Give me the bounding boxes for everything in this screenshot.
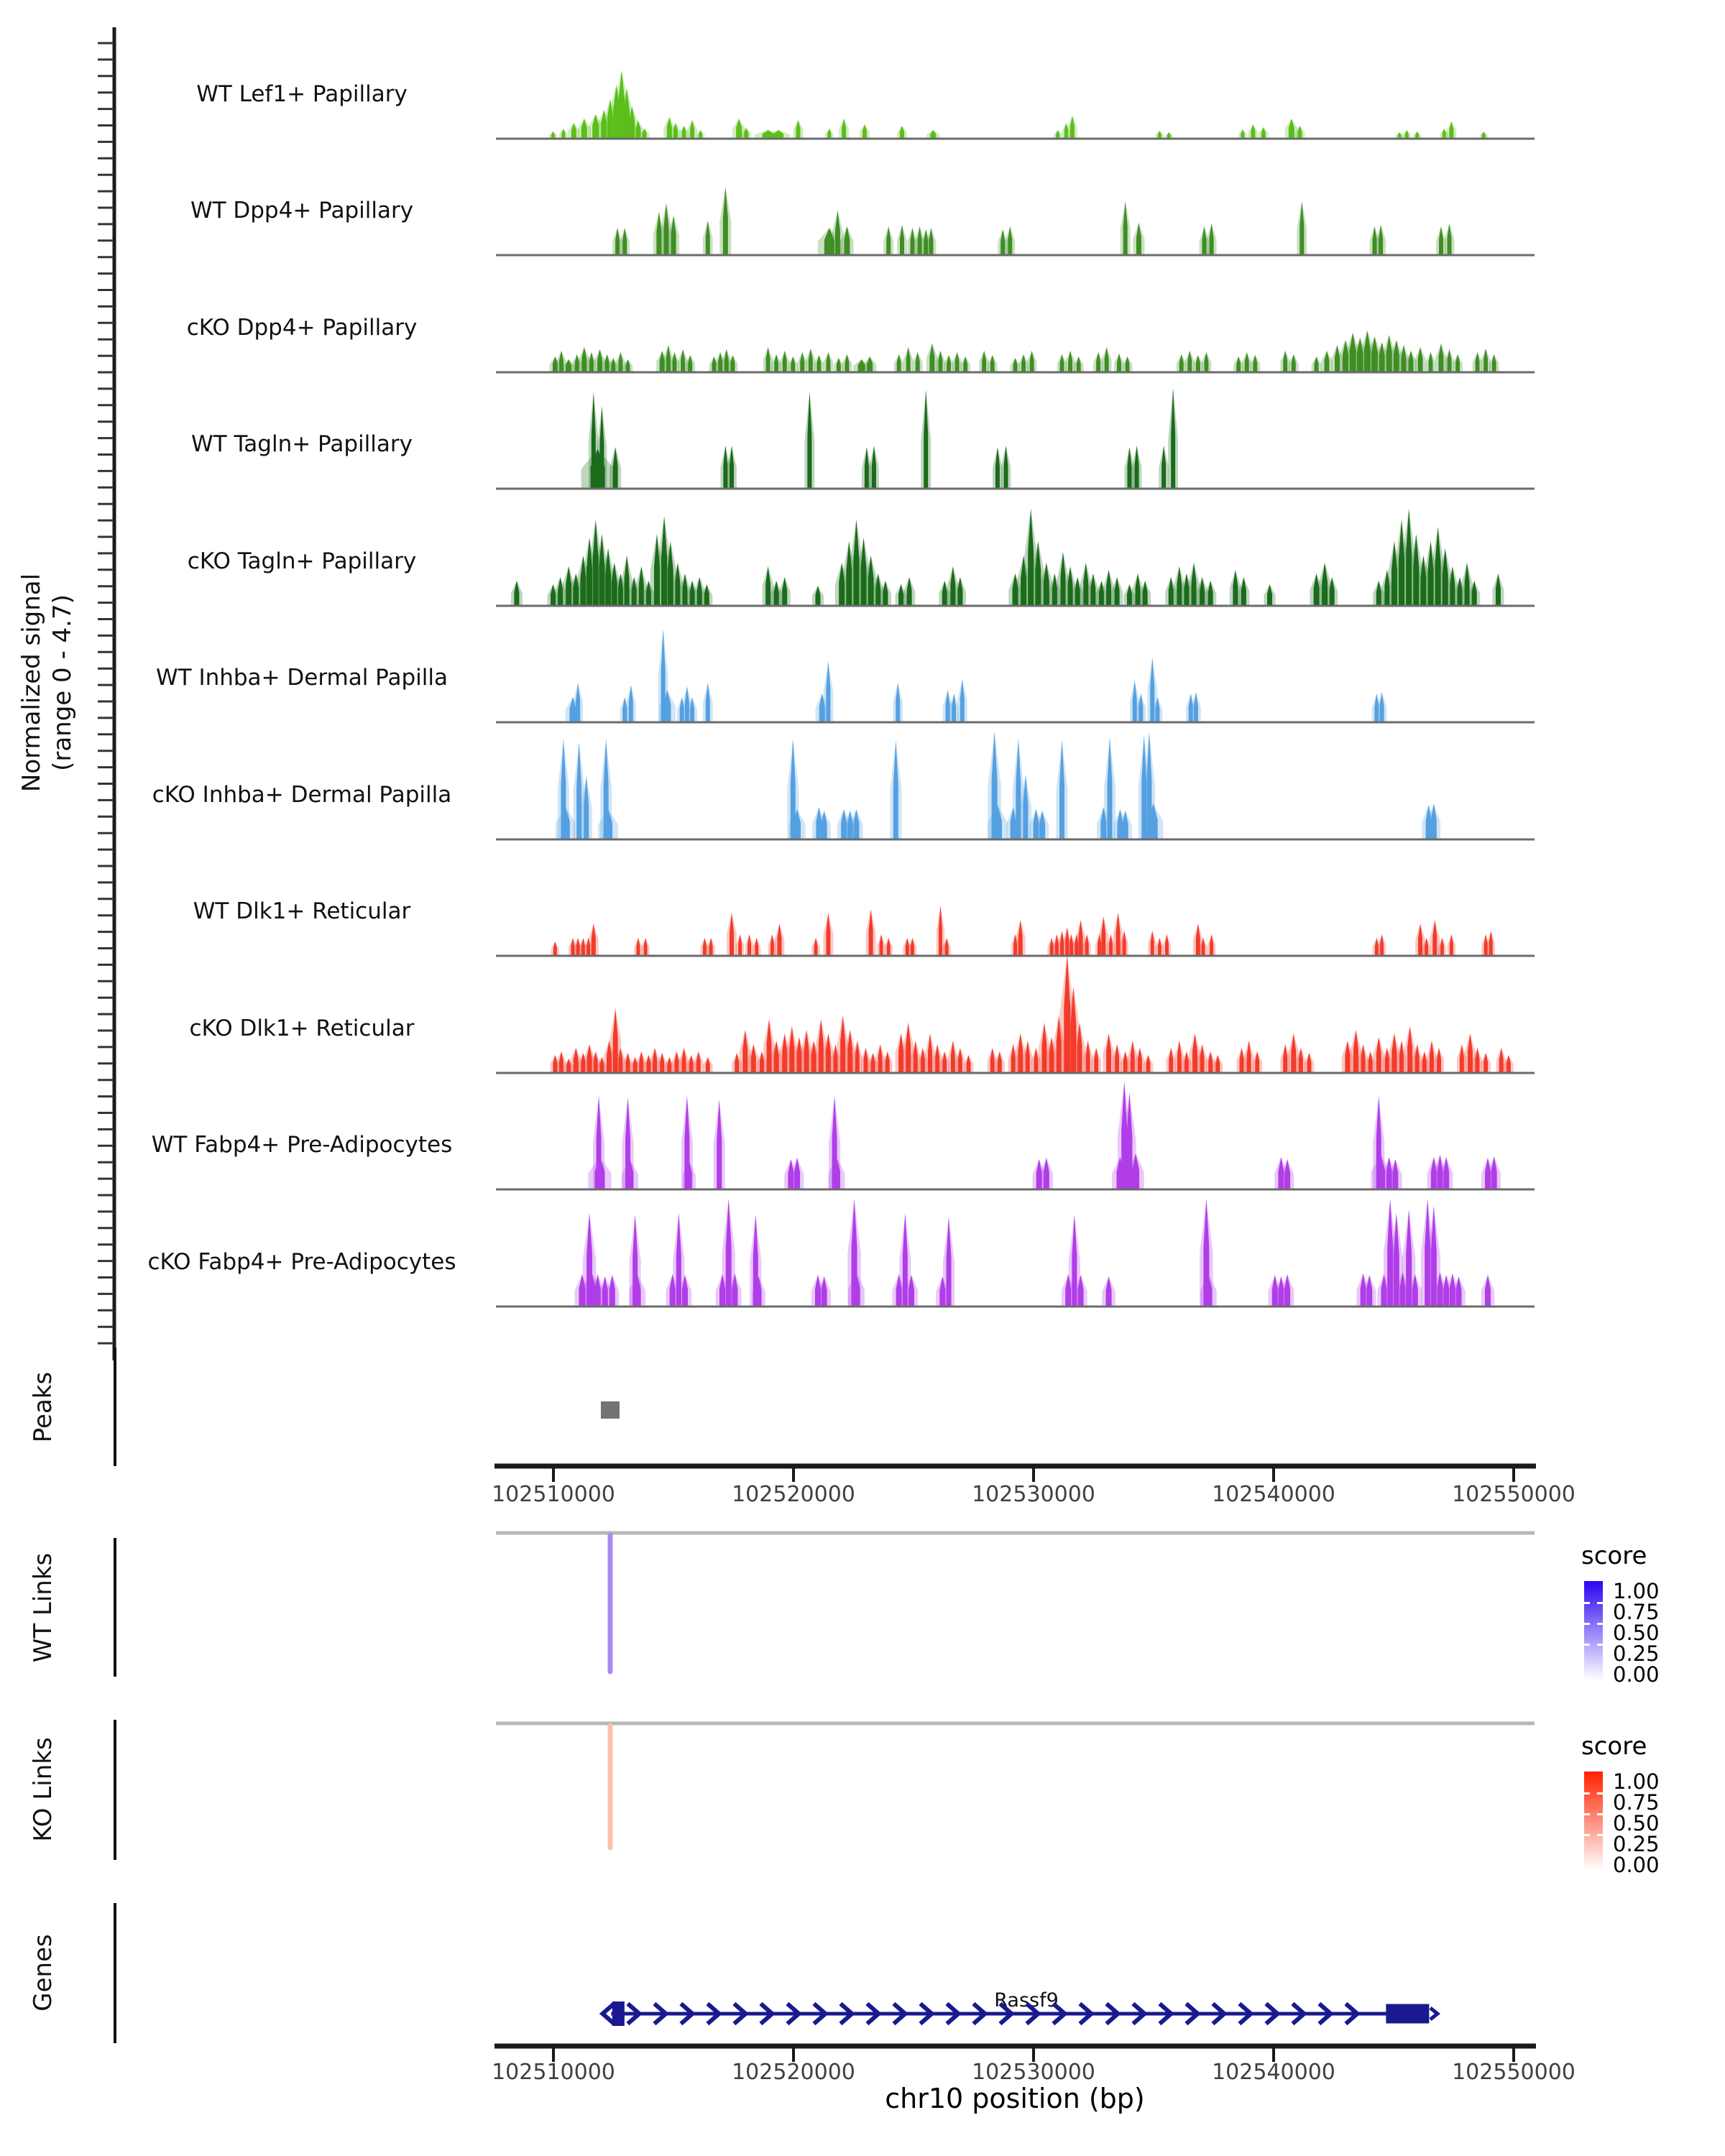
wt-links-track bbox=[496, 1533, 1535, 1672]
x-axis-mid bbox=[494, 1466, 1536, 1482]
track-label-wt-dlk1: WT Dlk1+ Reticular bbox=[193, 898, 411, 924]
section-label-wt-links: WT Links bbox=[29, 1552, 58, 1663]
signal-track-8 bbox=[496, 954, 1535, 1073]
signal-track-10 bbox=[496, 1199, 1535, 1307]
ko-score-tick-000: 0.00 bbox=[1613, 1853, 1660, 1877]
section-label-ko-links: KO Links bbox=[29, 1737, 58, 1842]
signal-track-3 bbox=[496, 388, 1535, 489]
track-label-wt-inhba: WT Inhba+ Dermal Papilla bbox=[156, 665, 448, 691]
track-label-cko-dpp4: cKO Dpp4+ Papillary bbox=[186, 315, 418, 341]
signal-track-6 bbox=[496, 732, 1535, 839]
gene-track bbox=[602, 2001, 1438, 2026]
wt-score-tick-050: 0.50 bbox=[1613, 1621, 1660, 1645]
mid-axis-tick-2: 102520000 bbox=[732, 1482, 855, 1507]
wt-score-tick-100: 1.00 bbox=[1613, 1579, 1660, 1603]
x-axis-bottom bbox=[494, 2046, 1536, 2062]
ko-links-track bbox=[496, 1723, 1535, 1848]
signal-track-9 bbox=[496, 1082, 1535, 1189]
section-label-peaks: Peaks bbox=[29, 1371, 58, 1443]
signal-track-1 bbox=[496, 187, 1535, 255]
y-axis-label-line2: (range 0 - 4.7) bbox=[48, 594, 77, 771]
bottom-axis-tick-4: 102540000 bbox=[1212, 2060, 1335, 2085]
ko-score-tick-025: 0.25 bbox=[1613, 1832, 1660, 1856]
signal-track-5 bbox=[496, 629, 1535, 722]
section-label-genes: Genes bbox=[29, 1934, 58, 2012]
track-label-wt-tagln: WT Tagln+ Papillary bbox=[191, 431, 413, 457]
mid-axis-tick-3: 102530000 bbox=[972, 1482, 1095, 1507]
signal-track-0 bbox=[496, 70, 1535, 139]
mid-axis-tick-5: 102550000 bbox=[1452, 1482, 1576, 1507]
signal-track-7 bbox=[496, 906, 1535, 956]
mid-axis-tick-1: 102510000 bbox=[492, 1482, 615, 1507]
track-label-wt-lef1: WT Lef1+ Papillary bbox=[196, 81, 408, 107]
y-axis-label-line1: Normalized signal bbox=[17, 573, 46, 793]
signal-track-4 bbox=[496, 509, 1535, 606]
ko-score-tick-100: 1.00 bbox=[1613, 1769, 1660, 1794]
track-label-wt-fabp4: WT Fabp4+ Pre-Adipocytes bbox=[151, 1132, 453, 1158]
bottom-axis-tick-2: 102520000 bbox=[732, 2060, 855, 2085]
signal-tracks bbox=[496, 70, 1535, 1307]
track-label-wt-dpp4: WT Dpp4+ Papillary bbox=[190, 198, 414, 224]
ko-score-tick-050: 0.50 bbox=[1613, 1811, 1660, 1835]
y-axis bbox=[98, 27, 114, 1360]
track-label-cko-inhba: cKO Inhba+ Dermal Papilla bbox=[152, 782, 452, 808]
track-label-cko-fabp4: cKO Fabp4+ Pre-Adipocytes bbox=[147, 1249, 456, 1275]
ko-score-legend-title: score bbox=[1581, 1732, 1647, 1761]
ko-score-tick-075: 0.75 bbox=[1613, 1790, 1660, 1815]
signal-track-2 bbox=[496, 331, 1535, 372]
gene-name-label: Rassf9 bbox=[994, 1989, 1059, 2012]
wt-score-tick-075: 0.75 bbox=[1613, 1600, 1660, 1624]
wt-score-tick-000: 0.00 bbox=[1613, 1662, 1660, 1687]
x-axis-title: chr10 position (bp) bbox=[885, 2083, 1145, 2114]
mid-axis-tick-4: 102540000 bbox=[1212, 1482, 1335, 1507]
bottom-axis-tick-1: 102510000 bbox=[492, 2060, 615, 2085]
wt-score-legend-title: score bbox=[1581, 1542, 1647, 1570]
peaks-track bbox=[601, 1401, 620, 1419]
bottom-axis-tick-5: 102550000 bbox=[1452, 2060, 1576, 2085]
bottom-axis-tick-3: 102530000 bbox=[972, 2060, 1095, 2085]
track-label-cko-dlk1: cKO Dlk1+ Reticular bbox=[189, 1015, 415, 1041]
wt-score-tick-025: 0.25 bbox=[1613, 1641, 1660, 1666]
track-label-cko-tagln: cKO Tagln+ Papillary bbox=[187, 548, 417, 574]
